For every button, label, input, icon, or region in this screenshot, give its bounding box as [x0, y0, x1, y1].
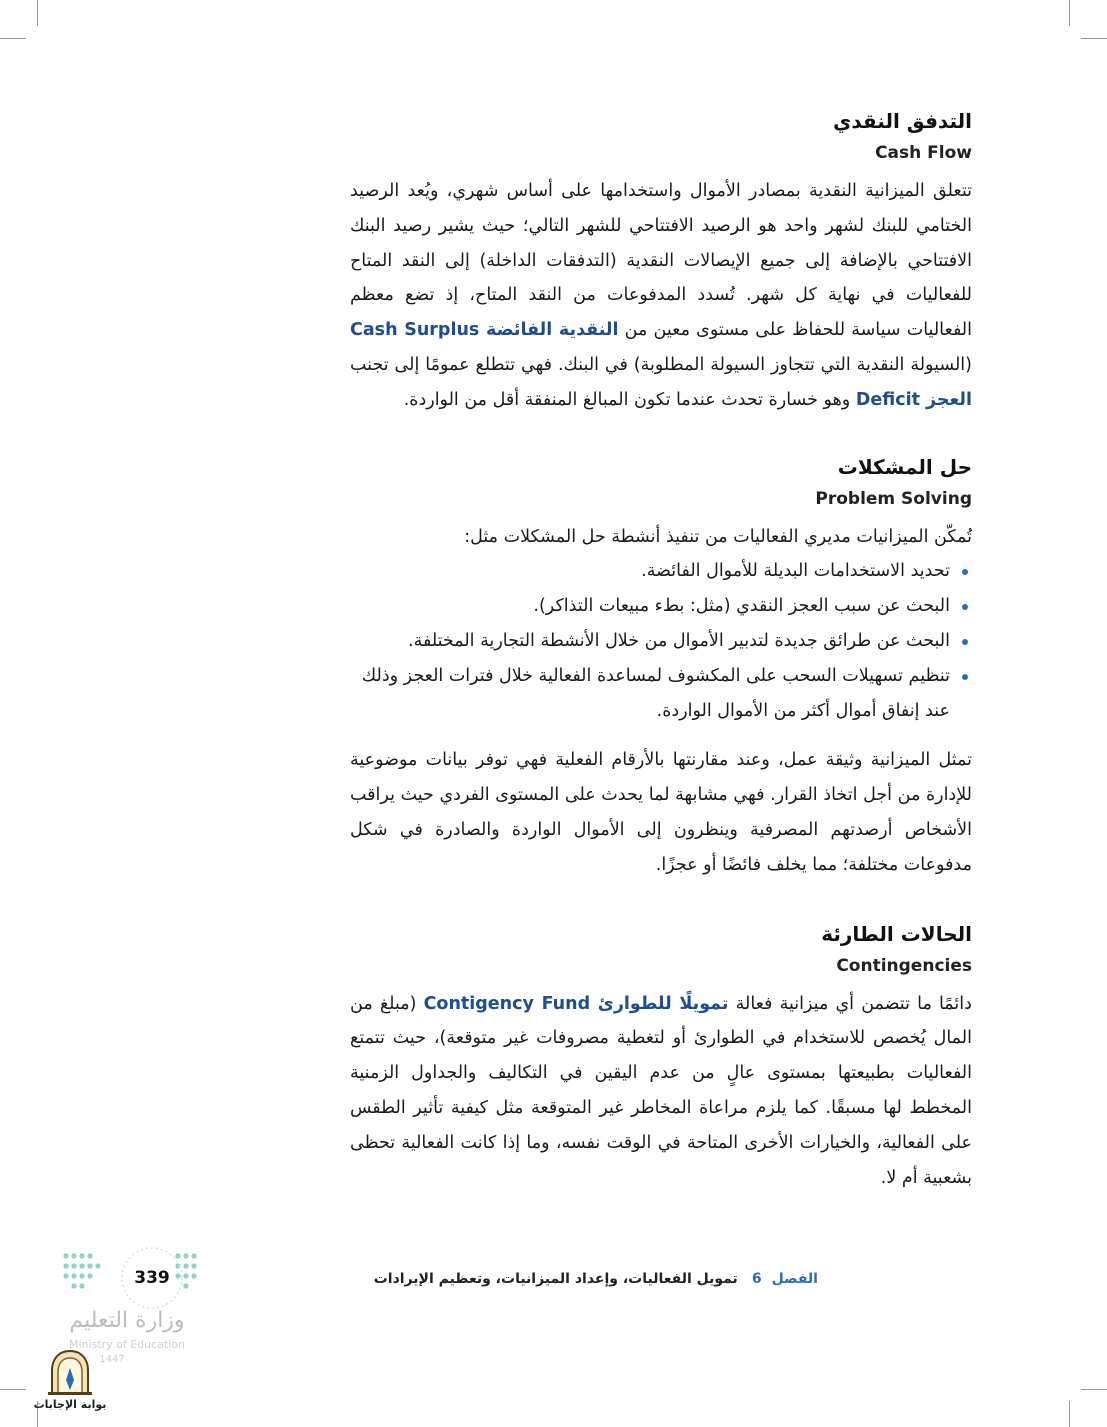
crop-mark-top-right-v — [1069, 0, 1070, 26]
crop-mark-bottom-right-h — [1081, 1389, 1107, 1390]
paragraph-text: (السيولة النقدية التي تتجاوز السيولة المطلوبة) في البنك. فهي تتطلع عمومًا إلى تجنب — [350, 354, 972, 375]
chapter-number: 6 — [751, 1271, 762, 1287]
crop-mark-top-right-h — [1081, 38, 1107, 39]
term-contingency-fund: تمويلًا للطوارئ Contigency Fund — [423, 993, 729, 1014]
paragraph-text: تتعلق الميزانية النقدية بمصادر الأموال واستخدامها على أساس شهري، ويُعد الرصيد الختامي للبنك لشهر واحد هو الرصيد الافتتاحي للشهر التالي؛ حيث يشير رصيد البنك الافتتاحي بالإضافة إلى جميع الإيصالات النقدية (التدفقات الداخلة) إلى النقد المتاح للفعاليات في نهاية كل شهر. تُسدد المدفوعات من النقد المتاح، إذ تضع معظم الفعاليات سياسة للحفاظ على مستوى معين من — [350, 181, 972, 341]
paragraph-text: وهو خسارة تحدث عندما تكون المبالغ المنفقة أقل من الواردة. — [403, 389, 851, 410]
crop-mark-top-left-v — [37, 0, 38, 26]
section-problem-solving — [350, 450, 972, 883]
ministry-logo-english: Ministry of Education — [68, 1338, 185, 1351]
crop-mark-bottom-right-v — [1069, 1401, 1070, 1427]
list-item: تحديد الاستخدامات البديلة للأموال الفائضة. — [350, 554, 950, 589]
chapter-title: تمويل الفعاليات، وإعداد الميزانيات، وتعظيم الإيرادات — [373, 1271, 738, 1287]
section-paragraph — [350, 174, 972, 418]
term-deficit: العجز Deficit — [855, 389, 972, 410]
list-item: تنظيم تسهيلات السحب على المكشوف لمساعدة الفعالية خلال فترات العجز وذلك عند إنفاق أموال أكثر من الأموال الواردة. — [350, 659, 950, 729]
section-title: التدفق النقدي — [833, 109, 972, 133]
chapter-label: الفصل — [771, 1271, 818, 1287]
section-closing-paragraph: تمثل الميزانية وثيقة عمل، وعند مقارنتها بالأرقام الفعلية فهي توفر بيانات موضوعية للإدارة من أجل اتخاذ القرار. فهي مشابهة لما يحدث على المستوى الفردي حيث يراقب الأشخاص أرصدتهم المصرفية وينظرون إلى الأموال الواردة والصادرة في شكل مدفوعات مختلفة؛ مما يخلف فائضًا أو عجزًا. — [350, 750, 972, 875]
paragraph-text: دائمًا ما تتضمن أي ميزانية فعالة — [735, 993, 972, 1014]
list-item: البحث عن طرائق جديدة لتدبير الأموال من خلال الأنشطة التجارية المختلفة. — [350, 624, 950, 659]
portal-badge-icon — [40, 1348, 100, 1396]
page-number: 339 — [134, 1268, 170, 1288]
section-paragraph — [350, 987, 972, 1196]
section-subtitle: Problem Solving — [815, 488, 972, 509]
page-content — [350, 104, 972, 1195]
paragraph-text: (مبلغ من المال يُخصص للاستخدام في الطوارئ أو لتغطية مصروفات غير متوقعة)، حيث تتمتع الفعاليات بطبيعتها بمستوى عالٍ من عدم اليقين في التكاليف والجداول الزمنية المخطط لها مسبقًا. كما يلزم مراعاة المخاطر غير المتوقعة مثل كيفية تأثير الطقس على الفعالية، والخيارات الأخرى المتاحة في الوقت نفسه، وما إذا كانت الفعالية تحظى بشعبية أم لا. — [350, 993, 972, 1188]
section-contingencies — [350, 917, 972, 1196]
ministry-logo-year: 1447 — [99, 1354, 125, 1365]
list-item: البحث عن سبب العجز النقدي (مثل: بطء مبيعات التذاكر). — [350, 589, 950, 624]
section-title: الحالات الطارئة — [821, 921, 972, 946]
crop-mark-bottom-left-h — [0, 1389, 26, 1390]
section-intro: تُمكّن الميزانيات مديري الفعاليات من تنفيذ أنشطة حل المشكلات مثل: — [464, 526, 972, 547]
section-title: حل المشكلات — [837, 454, 972, 479]
section-subtitle: Cash Flow — [875, 143, 972, 163]
portal-badge-label: بوابة الإجابات — [33, 1398, 107, 1411]
crop-mark-top-left-h — [0, 38, 26, 39]
ministry-logo-arabic: وزارة التعليم — [69, 1308, 185, 1333]
page-footer — [350, 1266, 818, 1292]
section-cash-flow — [350, 104, 972, 418]
term-cash-surplus: النقدية الفائضة Cash Surplus — [350, 320, 619, 341]
bullet-list — [350, 554, 972, 729]
section-subtitle: Contingencies — [836, 955, 972, 976]
